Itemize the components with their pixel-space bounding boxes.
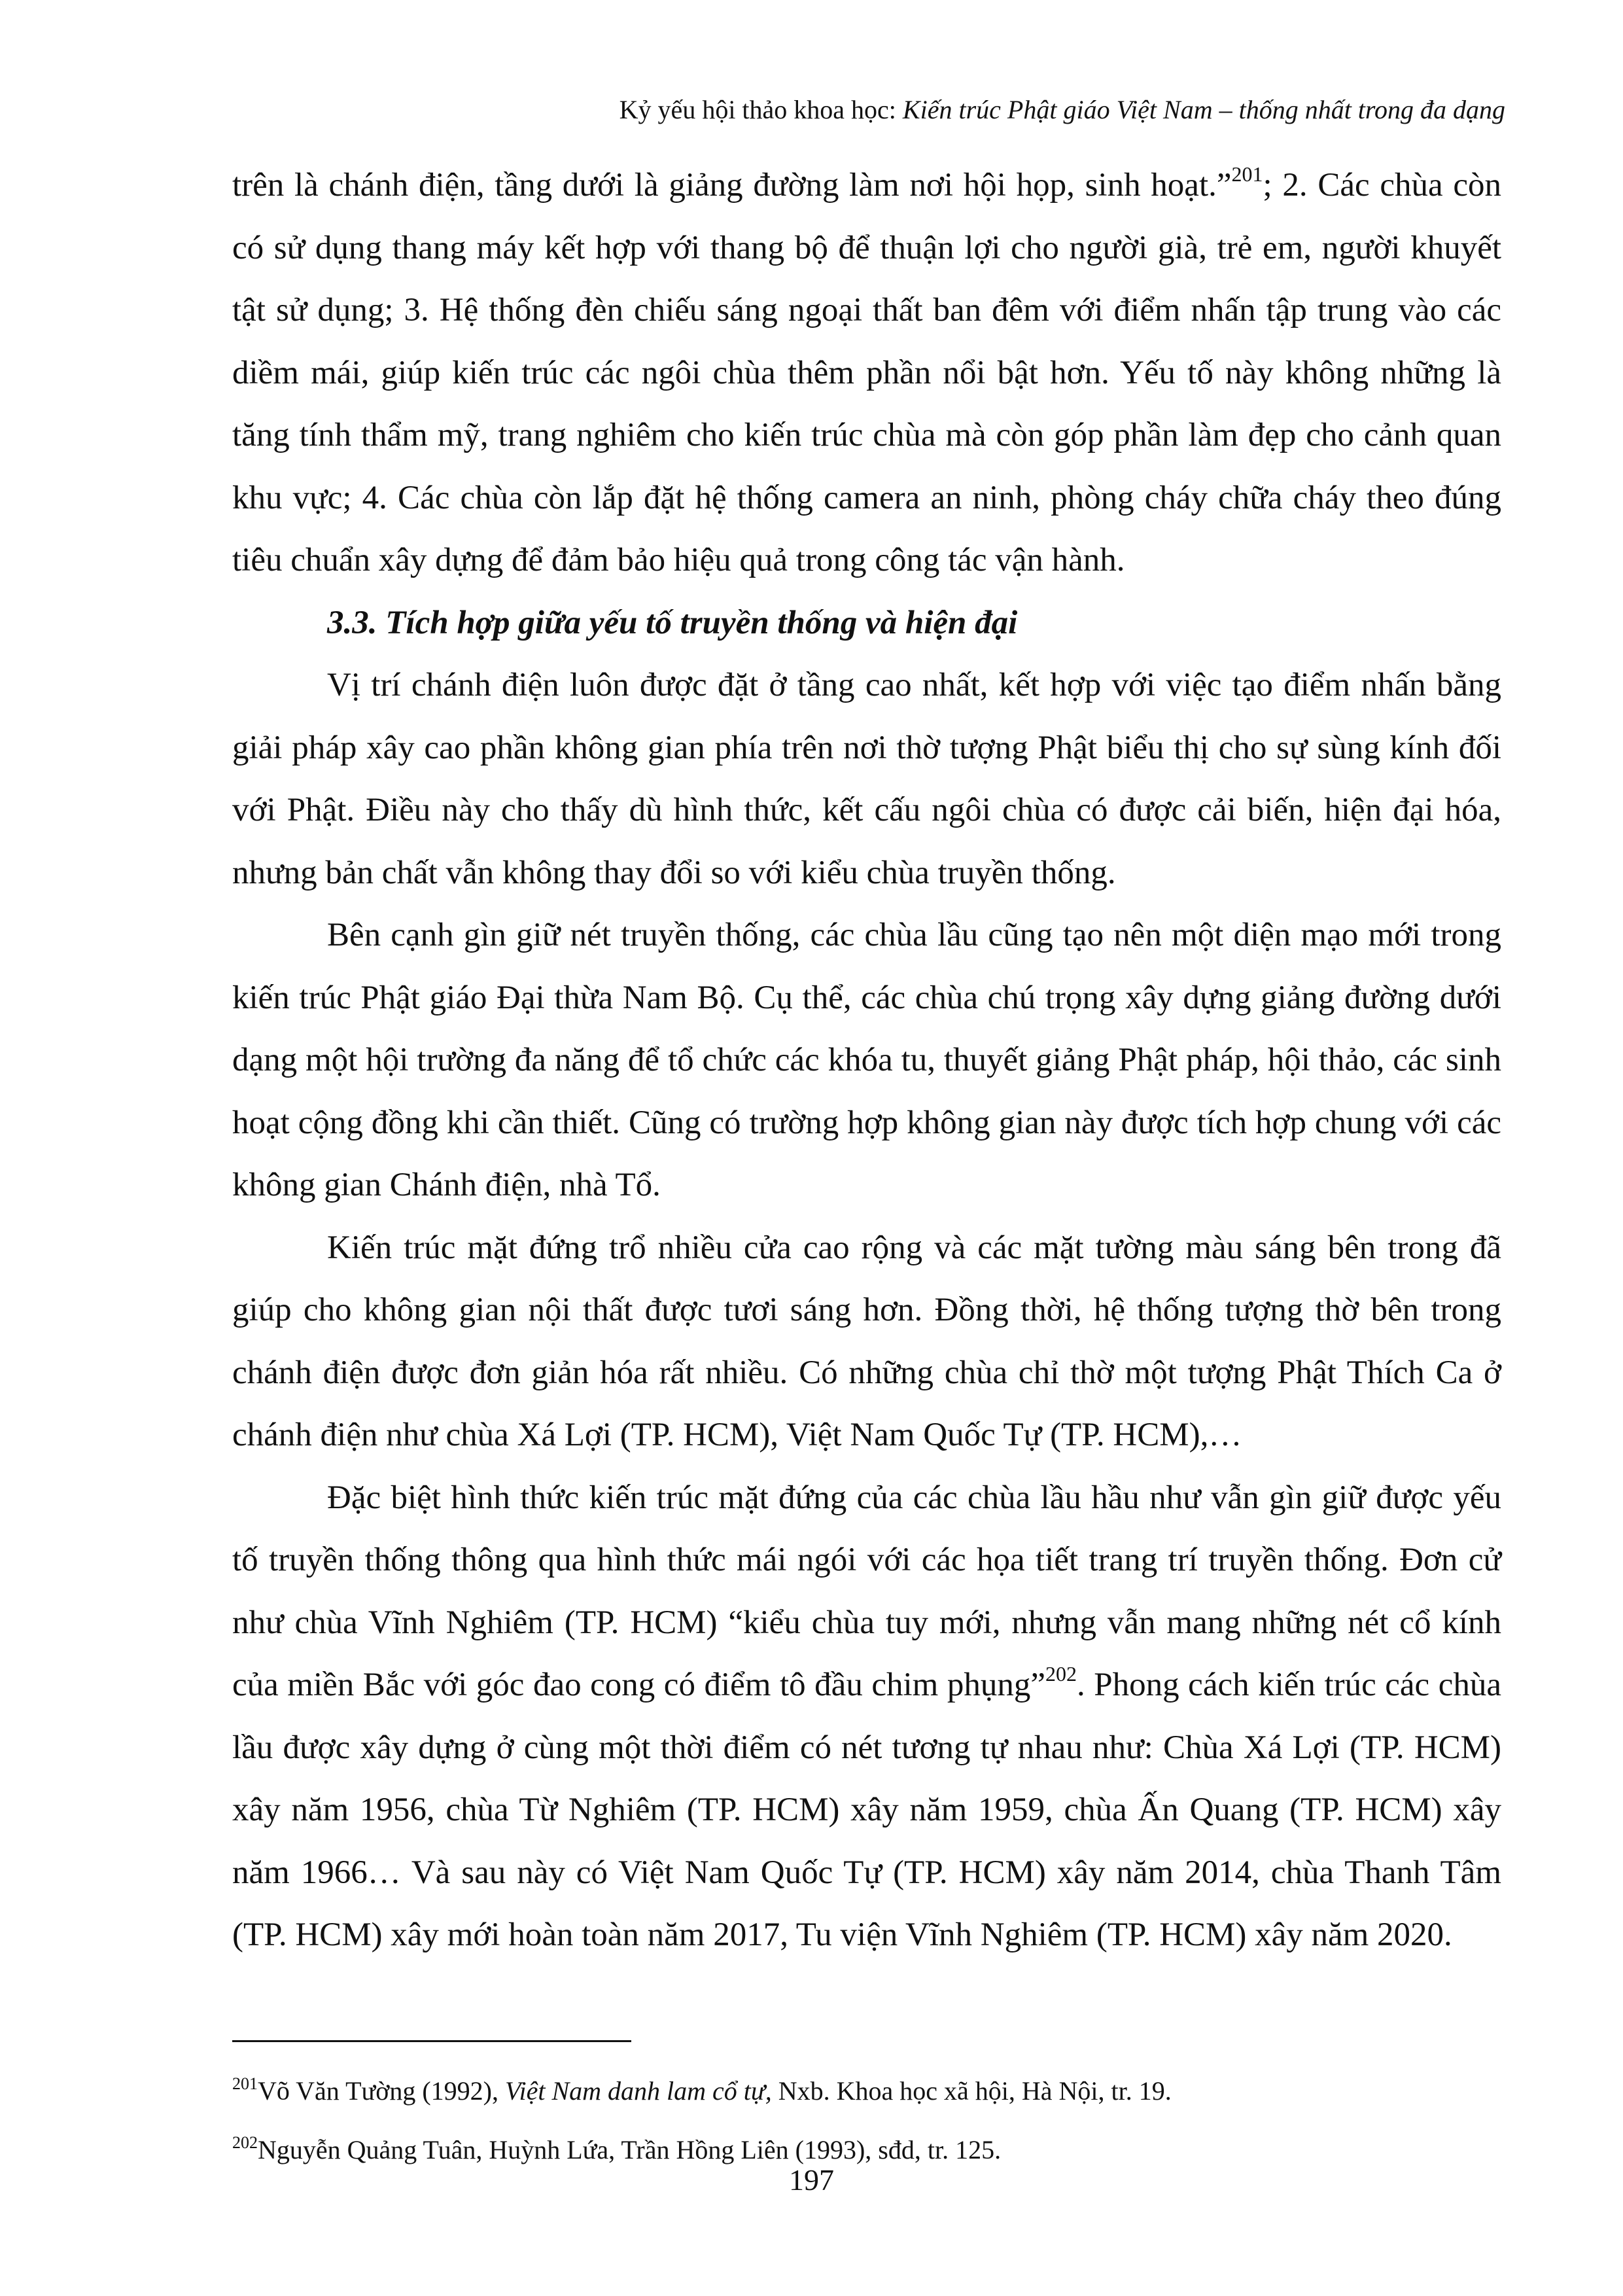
footnote-ref-201[interactable]: 201: [1231, 162, 1263, 186]
footnote-separator: [232, 2040, 631, 2042]
footnote-ref-202[interactable]: 202: [1045, 1662, 1077, 1686]
body-text: [232, 154, 1501, 1967]
footnote-number: 202: [232, 2132, 258, 2152]
paragraph-4: Kiến trúc mặt đứng trổ nhiều cửa cao rộng và các mặt tường màu sáng bên trong đã giúp cho không gian nội thất được tươi sáng hơn. Đồng thời, hệ thống tượng thờ bên trong chánh điện được đơn giản hóa rất nhiều. Có những chùa chỉ thờ một tượng Phật Thích Ca ở chánh điện như chùa Xá Lợi (TP. HCM), Việt Nam Quốc Tự (TP. HCM),…: [232, 1229, 1501, 1453]
header-title: Kiến trúc Phật giáo Việt Nam – thống nhất trong đa dạng: [902, 95, 1505, 124]
footnote-book-title: Việt Nam danh lam cổ tự,: [505, 2076, 772, 2106]
footnote-publisher: Nxb. Khoa học xã hội, Hà Nội, tr. 19.: [771, 2076, 1172, 2106]
paragraph-5-text: Đặc biệt hình thức kiến trúc mặt đứng của các chùa lầu hầu như vẫn gìn giữ được yếu tố truyền thống thông qua hình thức mái ngói với các họa tiết trang trí truyền thống. Đơn cử như chùa Vĩnh Nghiêm (TP. HCM) “kiểu chùa tuy mới, nhưng vẫn mang những nét cổ kính của miền Bắc với góc đao cong có điểm tô đầu chim phụng”: [232, 1479, 1501, 1703]
section-heading: 3.3. Tích hợp giữa yếu tố truyền thống và hiện đại: [327, 604, 1018, 641]
paragraph-1-text: trên là chánh điện, tầng dưới là giảng đường làm nơi hội họp, sinh hoạt.”: [232, 167, 1232, 203]
paragraph-1: [232, 154, 1501, 592]
paragraph-3: Bên cạnh gìn giữ nét truyền thống, các chùa lầu cũng tạo nên một diện mạo mới trong kiến trúc Phật giáo Đại thừa Nam Bộ. Cụ thể, các chùa chú trọng xây dựng giảng đường dưới dạng một hội trường đa năng để tổ chức các khóa tu, thuyết giảng Phật pháp, hội thảo, các sinh hoạt cộng đồng khi cần thiết. Cũng có trường hợp không gian này được tích hợp chung với các không gian Chánh điện, nhà Tổ.: [232, 917, 1501, 1203]
footnote-number: 201: [232, 2074, 258, 2093]
footnote-author: Võ Văn Tường (1992),: [258, 2076, 505, 2106]
paragraph-1-text-cont: ; 2. Các chùa còn có sử dụng thang máy kết hợp với thang bộ để thuận lợi cho người già, trẻ em, người khuyết tật sử dụng; 3. Hệ thống đèn chiếu sáng ngoại thất ban đêm với điểm nhấn tập trung vào các diềm mái, giúp kiến trúc các ngôi chùa thêm phần nổi bật hơn. Yếu tố này không những là tăng tính thẩm mỹ, trang nghiêm cho kiến trúc chùa mà còn góp phần làm đẹp cho cảnh quan khu vực; 4. Các chùa còn lắp đặt hệ thống camera an ninh, phòng cháy chữa cháy theo đúng tiêu chuẩn xây dựng để đảm bảo hiệu quả trong công tác vận hành.: [232, 167, 1501, 578]
header-prefix: Kỷ yếu hội thảo khoa học:: [619, 95, 903, 124]
paragraph-2: Vị trí chánh điện luôn được đặt ở tầng cao nhất, kết hợp với việc tạo điểm nhấn bằng giải pháp xây cao phần không gian phía trên nơi thờ tượng Phật biểu thị cho sự sùng kính đối với Phật. Điều này cho thấy dù hình thức, kết cấu ngôi chùa có được cải biến, hiện đại hóa, nhưng bản chất vẫn không thay đổi so với kiểu chùa truyền thống.: [232, 667, 1501, 891]
running-header: [620, 92, 1505, 128]
paragraph-5: [232, 1467, 1501, 1967]
page-number: 197: [789, 2163, 834, 2197]
paragraph-5-text-cont: . Phong cách kiến trúc các chùa lầu được xây dựng ở cùng một thời điểm có nét tương tự nhau như: Chùa Xá Lợi (TP. HCM) xây năm 1956, chùa Từ Nghiêm (TP. HCM) xây năm 1959, chùa Ấn Quang (TP. HCM) xây năm 1966… Và sau này có Việt Nam Quốc Tự (TP. HCM) xây năm 2014, chùa Thanh Tâm (TP. HCM) xây mới hoàn toàn năm 2017, Tu viện Vĩnh Nghiêm (TP. HCM) xây năm 2020.: [232, 1667, 1501, 1953]
footnote-201: [232, 2073, 1172, 2110]
footnote-text: Nguyễn Quảng Tuân, Huỳnh Lứa, Trần Hồng Liên (1993), sđd, tr. 125.: [258, 2135, 1002, 2164]
